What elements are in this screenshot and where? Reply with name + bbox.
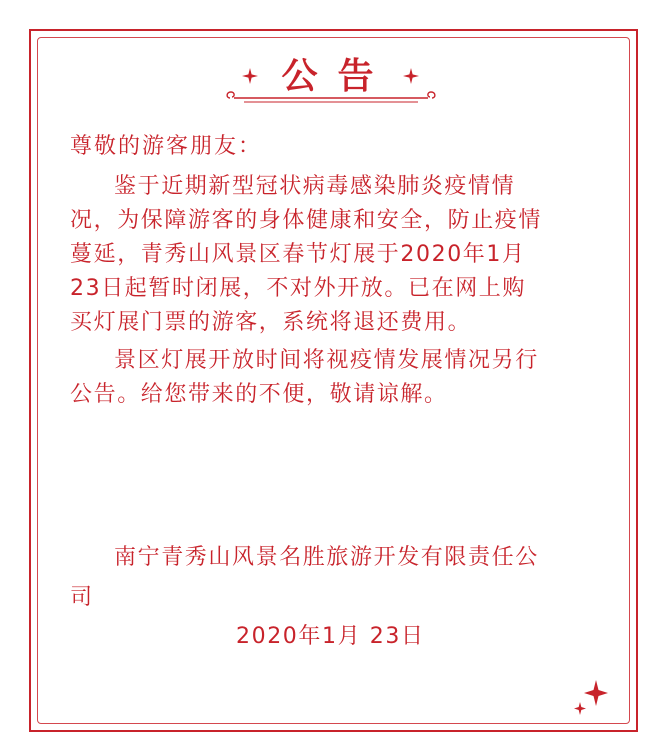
paragraph-1: [70, 170, 600, 340]
notice-body: [70, 130, 600, 412]
paragraph-2: [70, 344, 600, 412]
paragraph-line: 蔓延，青秀山风景区春节灯展于2020年1月: [70, 242, 526, 267]
paragraph-line: 公告。给您带来的不便，敬请谅解。: [70, 382, 448, 407]
paragraph-line: 买灯展门票的游客，系统将退还费用。: [70, 310, 472, 335]
notice-heading: [0, 54, 661, 104]
signature-line: 司: [70, 585, 94, 610]
notice-date: 2020年1月 23日: [236, 624, 425, 649]
notice-title: 公告: [281, 56, 394, 97]
signature-line: 南宁青秀山风景名胜旅游开发有限责任公: [114, 545, 539, 570]
swirl-line-icon: [224, 88, 438, 104]
paragraph-line: 鉴于近期新型冠状病毒感染肺炎疫情情: [114, 174, 516, 199]
organization-signature: [70, 538, 600, 618]
paragraph-line: 23日起暂时闭展，不对外开放。已在网上购: [70, 276, 526, 301]
sparkle-star-icon: [568, 676, 614, 716]
paragraph-line: 景区灯展开放时间将视疫情发展情况另行: [114, 348, 539, 373]
greeting: 尊敬的游客朋友：: [70, 134, 263, 159]
paragraph-line: 况，为保障游客的身体健康和安全，防止疫情: [70, 208, 543, 233]
